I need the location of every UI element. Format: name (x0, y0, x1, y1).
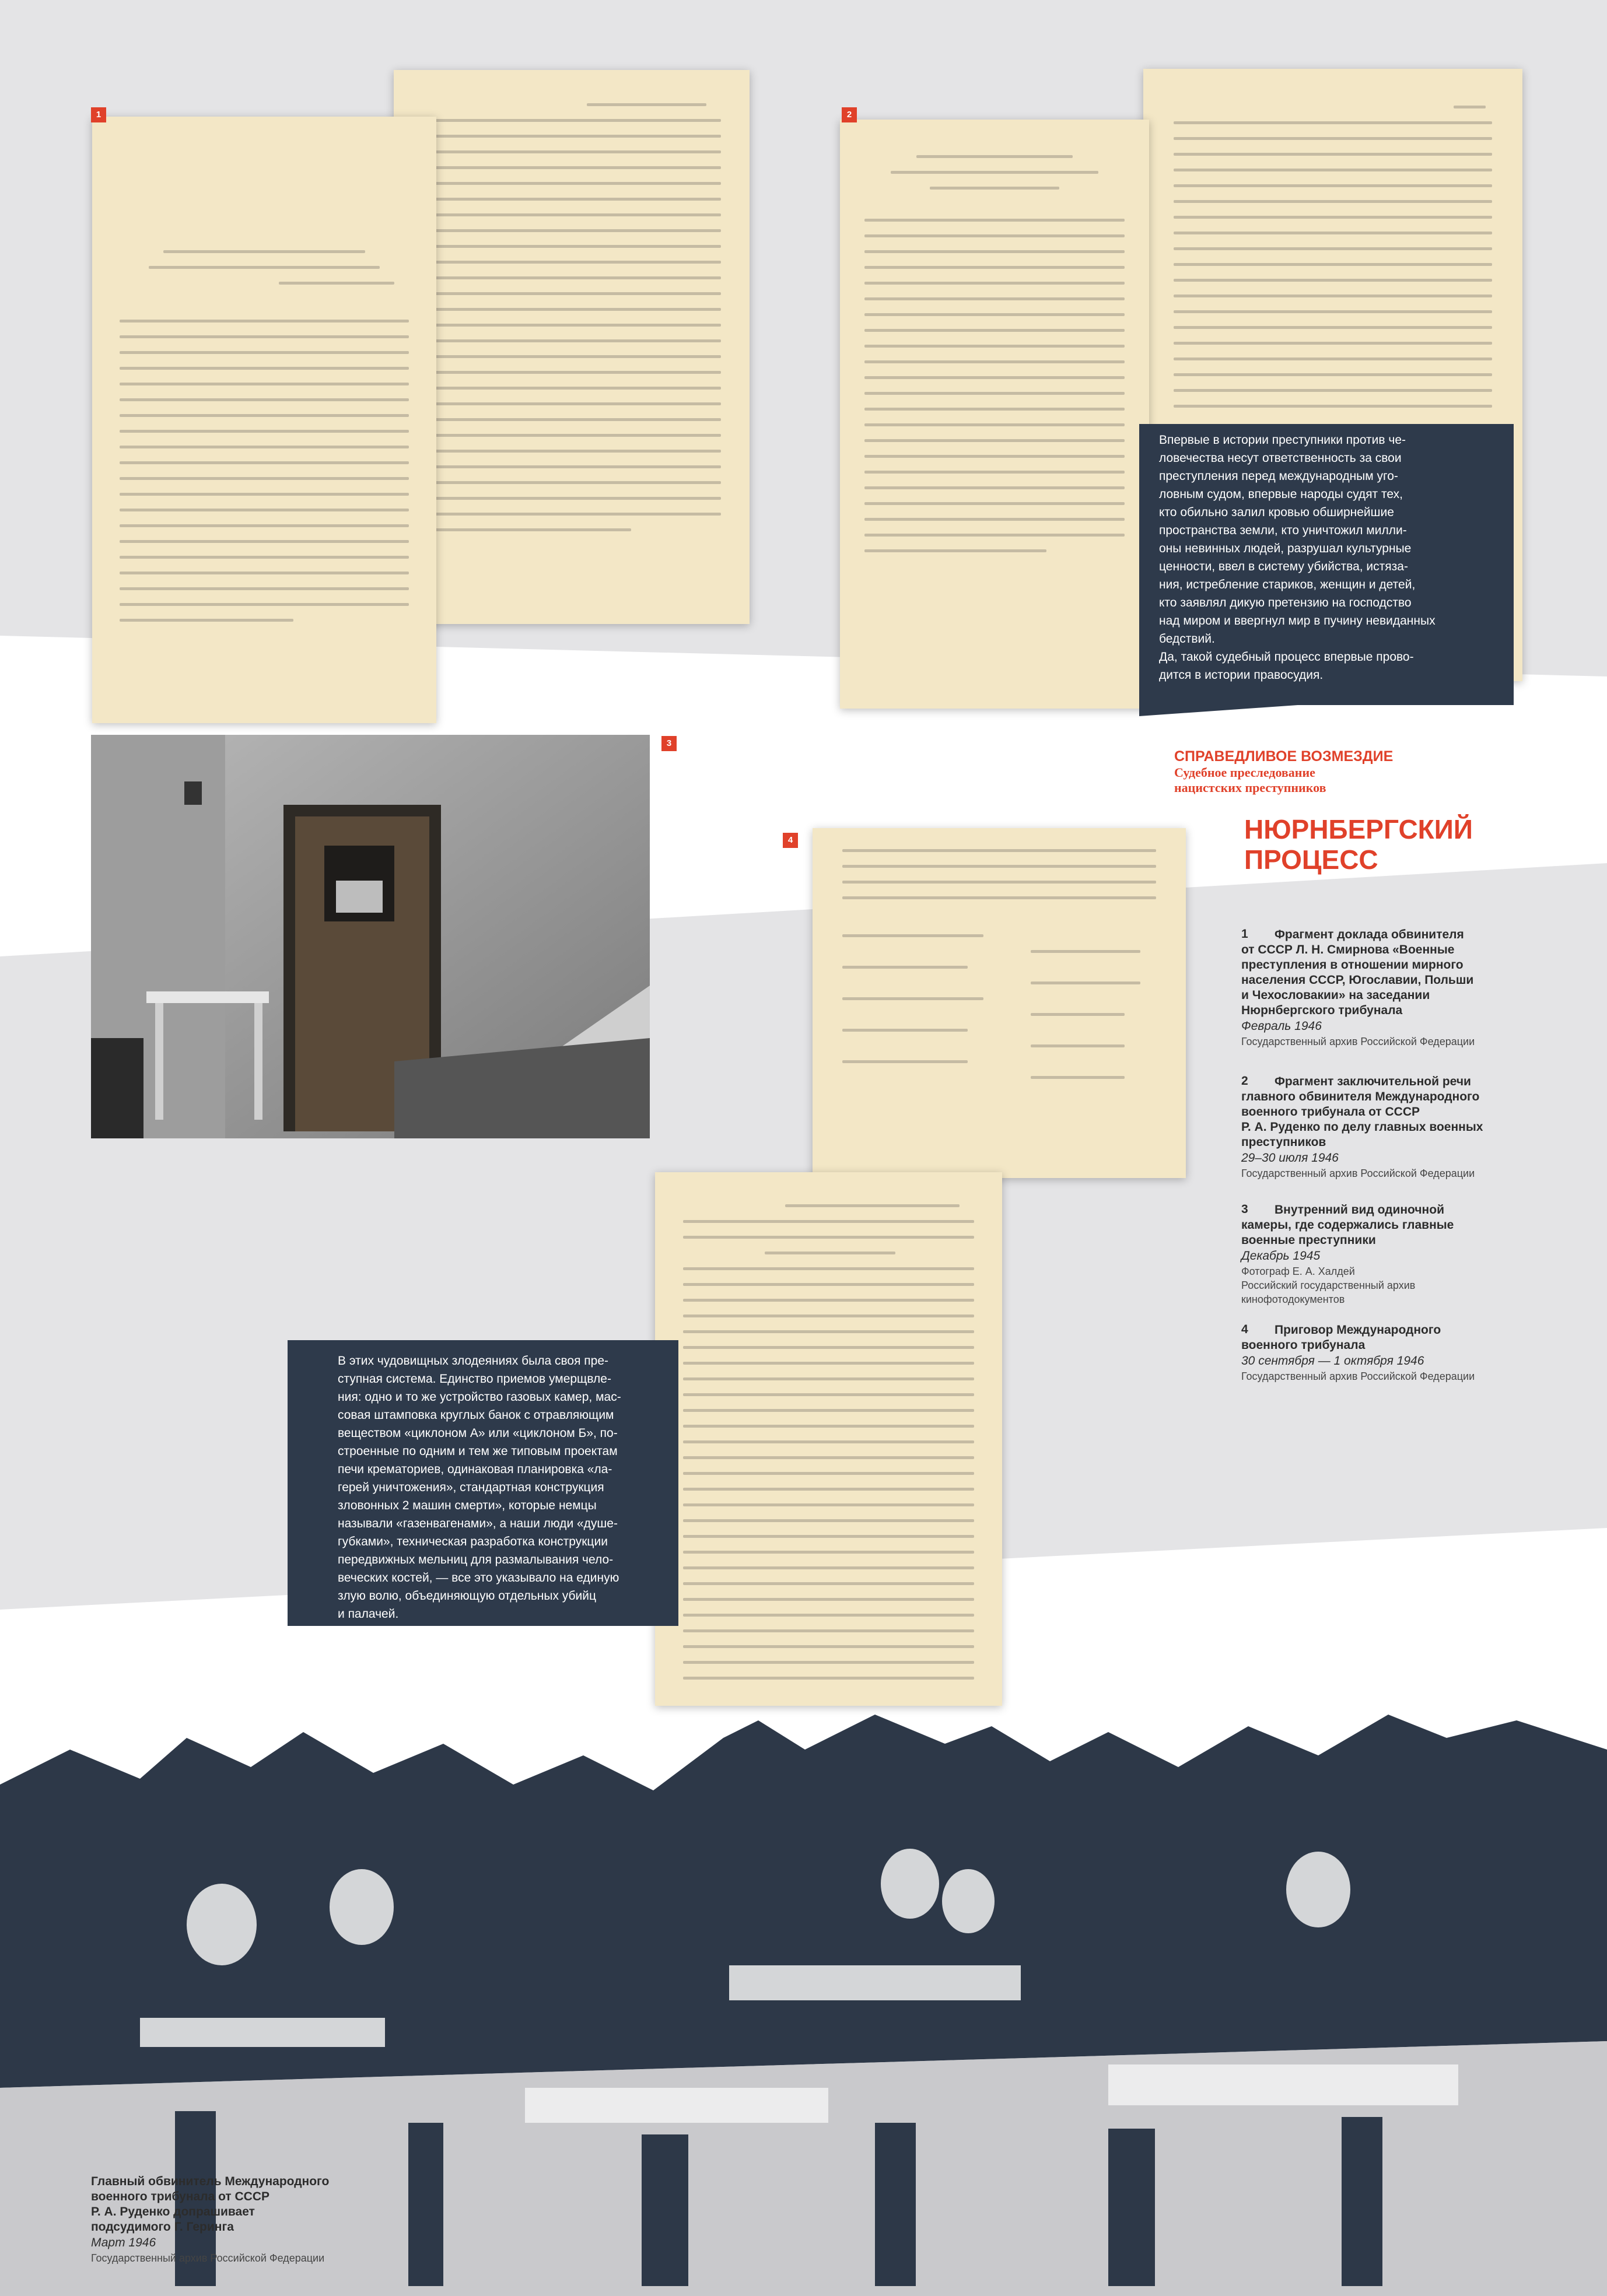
caption-number: 2 (1241, 1074, 1248, 1088)
caption-date: Декабрь 1945 (1241, 1249, 1321, 1263)
caption-source: Российский государственный архив (1241, 1280, 1416, 1291)
caption-source: кинофотодокументов (1241, 1294, 1345, 1305)
document-4-page-2 (655, 1172, 1002, 1706)
callout-top-line: кто заявлял дикую претензию на господство (1159, 596, 1412, 609)
caption-title: Внутренний вид одиночной (1275, 1203, 1444, 1217)
callout-bottom-line: и палачей. (338, 1607, 399, 1621)
marker-2: 2 (842, 107, 857, 122)
caption-title: военного трибунала от СССР (1241, 1105, 1420, 1119)
callout-bottom-line: герей уничтожения», стандартная конструкция (338, 1481, 604, 1494)
caption-title: и Чехословакии» на заседании (1241, 988, 1430, 1002)
callout-bottom-line: ния: одно и то же устройство газовых камер, мас- (338, 1390, 621, 1404)
caption-number: 1 (1241, 927, 1248, 941)
caption-title: камеры, где содержались главные (1241, 1218, 1454, 1232)
callout-bottom-line: веческих костей, — все это указывало на единую (338, 1571, 619, 1585)
callout-top-line: Впервые в истории преступники против че- (1159, 433, 1406, 447)
caption-title: преступников (1241, 1135, 1326, 1149)
section-header (1174, 748, 1548, 795)
caption-date: Февраль 1946 (1241, 1019, 1322, 1033)
caption-4 (1241, 1323, 1591, 1383)
caption-source: Государственный архив Российской Федерации (1241, 1036, 1475, 1047)
caption-title: Фрагмент доклада обвинителя (1275, 928, 1464, 941)
caption-title: Нюрнбергского трибунала (1241, 1004, 1403, 1017)
callout-bottom-line: передвижных мельниц для размалывания чело- (338, 1553, 614, 1566)
caption-source: Государственный архив Российской Федерации (1241, 1370, 1475, 1382)
caption-body (1241, 927, 1591, 1049)
caption-3 (1241, 1203, 1591, 1306)
callout-top-line: Да, такой судебный процесс впервые прово- (1159, 650, 1414, 664)
callout-quote-top (1139, 424, 1514, 705)
caption-source: Государственный архив Российской Федерации (1241, 1168, 1475, 1179)
callout-top-line: преступления перед международным уго- (1159, 469, 1398, 483)
caption-2 (1241, 1074, 1591, 1180)
callout-top-line: дится в истории правосудия. (1159, 668, 1324, 682)
caption-date: 29–30 июля 1946 (1241, 1151, 1339, 1165)
caption-title: Р. А. Руденко по делу главных военных (1241, 1120, 1483, 1134)
callout-top-line: над миром и ввергнул мир в пучину невиданных (1159, 614, 1436, 628)
callout-bottom-line: называли «газенвагенами», а наши люди «душе- (338, 1517, 618, 1530)
photo-prison-cell (91, 735, 650, 1138)
document-1-page-2 (394, 70, 750, 624)
caption-title: Фрагмент заключительной речи (1275, 1075, 1471, 1088)
caption-title: Р. А. Руденко допрашивает (91, 2205, 255, 2218)
section-kicker: СПРАВЕДЛИВОЕ ВОЗМЕЗДИЕ (1174, 748, 1394, 765)
callout-bottom-line: совая штамповка круглых банок с отравляющим (338, 1408, 614, 1422)
document-1-page-1 (92, 117, 436, 723)
document-2-page-1 (840, 120, 1149, 709)
callout-bottom-line: строенные по одним и тем же типовым проектам (338, 1445, 618, 1458)
callout-top-line: бедствий. (1159, 632, 1215, 646)
callout-bottom-line: веществом «циклоном А» или «циклоном Б», по- (338, 1426, 618, 1440)
callout-top-line: ловным судом, впервые народы судят тех, (1159, 488, 1403, 501)
callout-bottom-line: ступная система. Единство приемов умерщвле- (338, 1372, 611, 1386)
caption-body (1241, 1323, 1591, 1383)
callout-bottom-line: печи крематориев, одинаковая планировка «ла- (338, 1463, 612, 1476)
caption-number: 4 (1241, 1323, 1248, 1336)
callout-top-notch (1139, 700, 1373, 717)
marker-4: 4 (783, 833, 798, 848)
caption-title: от СССР Л. Н. Смирнова «Военные (1241, 943, 1455, 956)
document-4-page-1 (813, 828, 1186, 1178)
caption-source: Фотограф Е. А. Халдей (1241, 1266, 1355, 1277)
prison-cell-illustration (91, 735, 650, 1138)
callout-top-line: ценности, ввел в систему убийства, истяза- (1159, 560, 1408, 573)
callout-top-line: кто обильно залил кровью обширнейшие (1159, 506, 1394, 519)
caption-number: 3 (1241, 1203, 1248, 1216)
callout-top-line: ловечества несут ответственность за свои (1159, 451, 1402, 465)
caption-title: подсудимого Г. Геринга (91, 2220, 234, 2234)
callout-bottom-line: зловонных 2 машин смерти», которые немцы (338, 1499, 597, 1512)
caption-title: преступления в отношении мирного (1241, 958, 1464, 972)
callout-top-line: пространства земли, кто уничтожил милли- (1159, 524, 1407, 537)
callout-bottom-text (288, 1340, 678, 1623)
page-title-line: ПРОЦЕСС (1244, 844, 1378, 875)
section-subkicker: Судебное преследование (1174, 765, 1315, 780)
caption-title: главного обвинителя Международного (1241, 1090, 1480, 1103)
caption-title: военного трибунала от СССР (91, 2190, 270, 2203)
caption-1 (1241, 927, 1591, 1049)
caption-title: военного трибунала (1241, 1338, 1366, 1352)
marker-3: 3 (661, 736, 677, 751)
marker-1: 1 (91, 107, 106, 122)
caption-body (1241, 1203, 1591, 1306)
section-subkicker: нацистских преступников (1174, 780, 1326, 795)
callout-top-line: оны невинных людей, разрушал культурные (1159, 542, 1412, 555)
caption-date: Март 1946 (91, 2236, 156, 2249)
callout-top-line: ния, истребление стариков, женщин и детей, (1159, 578, 1416, 591)
caption-title: Приговор Международного (1275, 1323, 1441, 1337)
callout-bottom-line: злую волю, объединяющую отдельных убийц (338, 1589, 597, 1603)
caption-source: Государственный архив Российской Федерации (91, 2252, 325, 2264)
callout-bottom-line: В этих чудовищных злодеяниях была своя пре- (338, 1354, 608, 1368)
caption-body (1241, 1074, 1591, 1180)
caption-courtroom (91, 2174, 464, 2265)
callout-top-text (1139, 424, 1514, 684)
caption-date: 30 сентября — 1 октября 1946 (1241, 1354, 1424, 1368)
caption-title: Главный обвинитель Международного (91, 2175, 330, 2188)
caption-title: населения СССР, Югославии, Польши (1241, 973, 1474, 987)
page-title-line: НЮРНБЕРГСКИЙ (1244, 814, 1473, 844)
page-title (1244, 814, 1571, 875)
caption-title: военные преступники (1241, 1233, 1376, 1247)
callout-bottom-line: губками», техническая разработка конструкции (338, 1535, 608, 1548)
callout-quote-bottom (288, 1340, 678, 1626)
